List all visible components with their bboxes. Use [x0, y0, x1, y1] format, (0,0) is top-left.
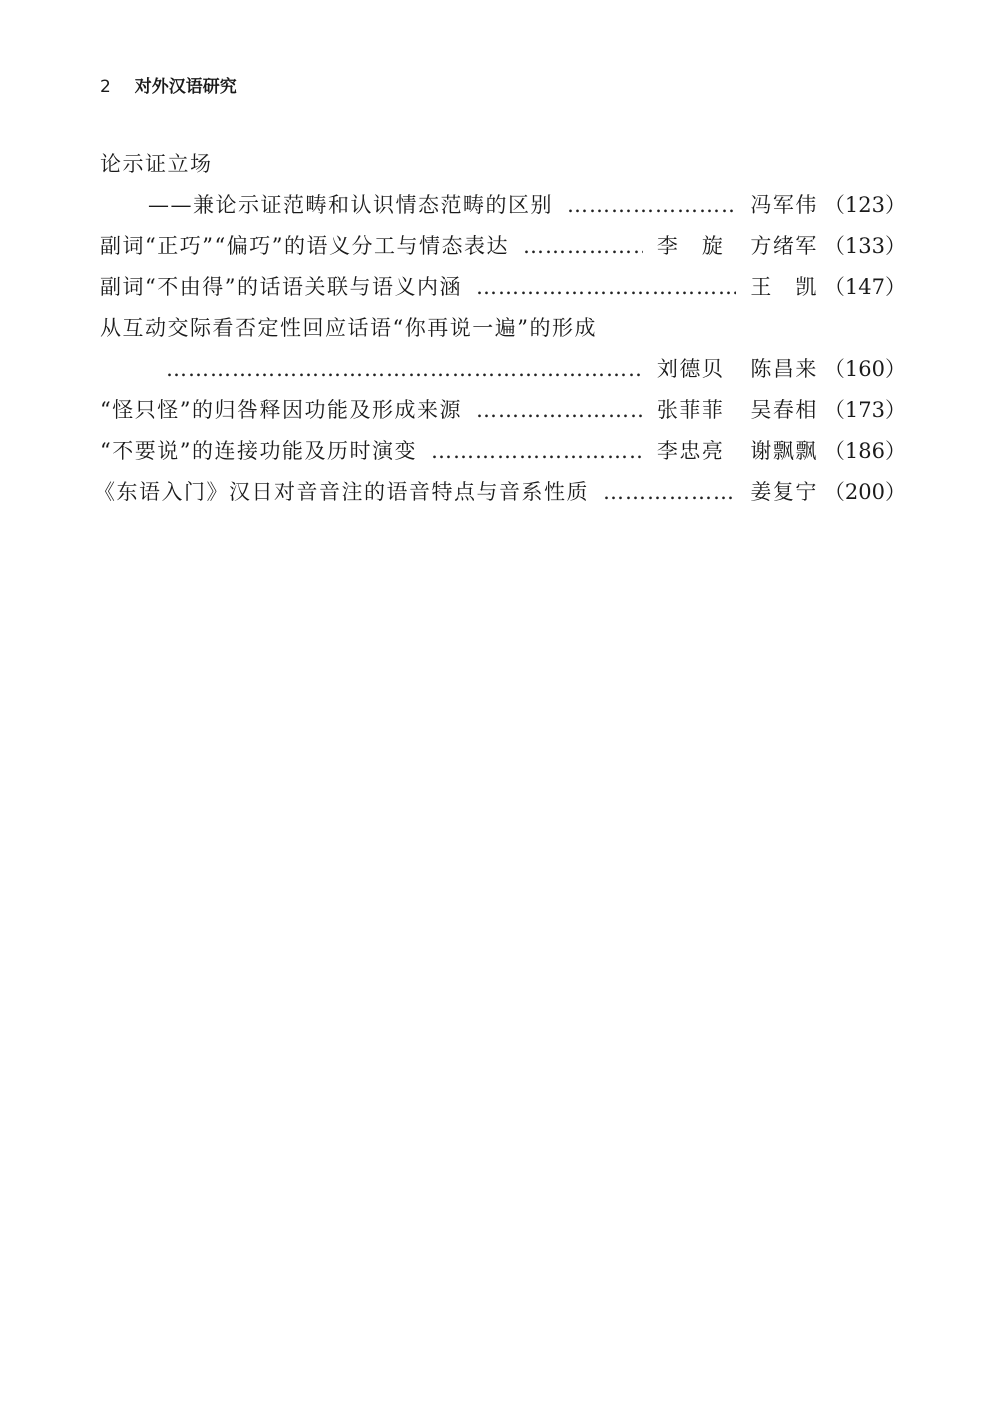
- toc-page: （173）: [823, 398, 906, 422]
- toc-entry: [100, 185, 906, 226]
- toc-author: 张菲菲: [656, 398, 725, 422]
- running-head: [100, 72, 237, 97]
- toc-author: 吴春相: [750, 398, 818, 422]
- toc-page: （123）: [823, 193, 906, 217]
- dot-leader: [523, 226, 643, 267]
- dot-leader: [476, 390, 643, 431]
- toc-title: 副词“正巧”“偏巧”的语义分工与情态表达: [100, 234, 509, 258]
- dot-leader: [476, 267, 736, 308]
- toc-entry: [100, 144, 906, 185]
- dot-leader: [603, 472, 736, 513]
- toc-page: （200）: [823, 480, 906, 504]
- toc-author: 谢飘飘: [750, 439, 818, 463]
- dot-leader: [567, 185, 736, 226]
- page-number: 2: [100, 77, 111, 97]
- dot-leader: [166, 349, 643, 390]
- toc-entry: [100, 308, 906, 349]
- journal-title: 对外汉语研究: [134, 77, 237, 97]
- toc-author: 陈昌来: [750, 357, 818, 381]
- toc-page: （147）: [823, 275, 906, 299]
- toc-page: （186）: [823, 439, 906, 463]
- toc-title: “不要说”的连接功能及历时演变: [100, 439, 417, 463]
- toc-page: （160）: [823, 357, 906, 381]
- toc-author: 李 旋: [656, 234, 725, 258]
- toc-author: 冯军伟: [750, 193, 818, 217]
- toc-title: 副词“不由得”的话语关联与语义内涵: [100, 275, 462, 299]
- toc-title: “怪只怪”的归咎释因功能及形成来源: [100, 398, 462, 422]
- toc-author: 李忠亮: [656, 439, 725, 463]
- dot-leader: [431, 431, 643, 472]
- toc-author: 王 凯: [750, 275, 818, 299]
- toc-subtitle: ——兼论示证范畴和认识情态范畴的区别: [148, 193, 553, 217]
- toc-page: （133）: [823, 234, 906, 258]
- toc-author: 方绪军: [750, 234, 818, 258]
- toc-author: 刘德贝: [656, 357, 725, 381]
- toc-entry: [94, 472, 906, 513]
- toc-entry: [100, 267, 906, 308]
- toc-entry: [100, 390, 906, 431]
- table-of-contents: [94, 144, 906, 513]
- toc-author: 姜复宁: [750, 480, 818, 504]
- toc-entry: [100, 226, 906, 267]
- toc-title: 从互动交际看否定性回应话语“你再说一遍”的形成: [100, 316, 597, 340]
- toc-entry: [100, 349, 906, 390]
- toc-title: 《东语入门》汉日对音音注的语音特点与音系性质: [94, 480, 589, 504]
- toc-entry: [100, 431, 906, 472]
- toc-title: 论示证立场: [100, 152, 213, 176]
